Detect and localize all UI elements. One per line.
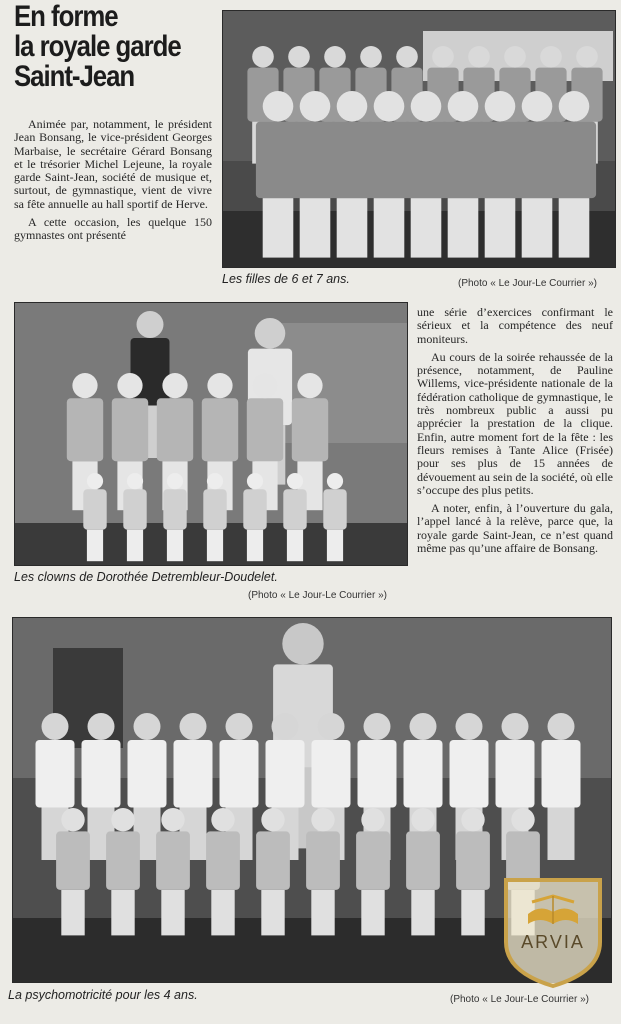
intro-paragraph-2: A cette occasion, les quelque 150 gymnastes ont présenté	[14, 215, 212, 243]
intro-column	[14, 118, 212, 248]
right-column	[417, 306, 613, 560]
arvia-logo-text: ARVIA	[521, 932, 585, 952]
book-shield-icon	[500, 872, 606, 990]
right-paragraph-1: une série d’exercices confirmant le sérieux et la compétence des neuf moniteurs.	[417, 305, 613, 346]
right-paragraph-2: Au cours de la soirée rehaussée de la présence, notamment, de Pauline Willems, vice-présidente nationale de la fédération catholique de gymnastique, le très nombreux public a aussi pu apprécier la prestation de la clique. Enfin, autre moment fort de la fête : les fleurs remises à Tante Alice (Frisée) pour ses plus de 15 années de dévouement au sein de la société, où elle s’occupe des plus petits.	[417, 349, 613, 497]
photo-girls-credit: (Photo « Le Jour-Le Courrier »)	[458, 278, 597, 289]
photo-clowns-figures	[15, 303, 407, 565]
person-figure	[323, 473, 346, 561]
photo-girls-caption: Les filles de 6 et 7 ans.	[222, 272, 350, 286]
arvia-logo	[500, 872, 606, 990]
photo-psychomotricity-credit: (Photo « Le Jour-Le Courrier »)	[450, 994, 589, 1005]
photo-clowns-caption: Les clowns de Dorothée Detrembleur-Doudelet.	[14, 570, 278, 584]
right-paragraph-3: A noter, enfin, à l’ouverture du gala, l’appel lancé à la relève, parce que, la royale garde Saint-Jean, ce n’est quand même pas qu’une affaire de Bonsang.	[417, 501, 613, 556]
photo-girls	[222, 10, 616, 268]
photo-psychomotricity-caption: La psychomotricité pour les 4 ans.	[8, 988, 198, 1002]
headline-line-2: la royale garde	[14, 30, 181, 63]
photo-clowns	[14, 302, 408, 566]
headline-line-1: En forme	[14, 0, 118, 33]
person-figure	[542, 713, 581, 860]
intro-paragraph-1: Animée par, notamment, le président Jean Bonsang, le vice-président Georges Marbaise, le secrétaire Gérard Bonsang et le trésorier Michel Lejeune, la royale garde Saint-Jean, société de musique et, surtout, de gymnastique, vient de vivre sa fête annuelle au hall sportif de Herve.	[14, 117, 212, 211]
photo-clowns-credit: (Photo « Le Jour-Le Courrier »)	[248, 590, 387, 601]
headline-line-3: Saint-Jean	[14, 60, 135, 93]
article-headline	[14, 2, 186, 92]
photo-girls-figures	[223, 11, 615, 267]
